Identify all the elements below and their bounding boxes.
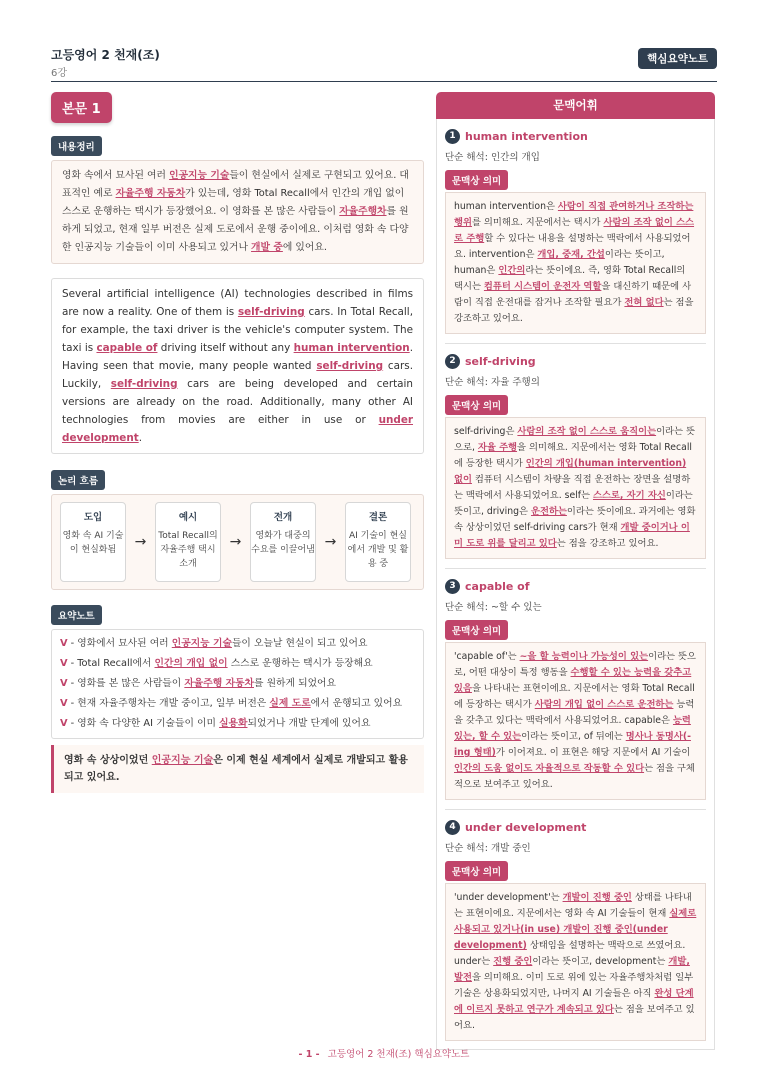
passage-highlight: self-driving [110,378,178,390]
flow-step-head: 도입 [83,512,103,523]
ctx-text: 을 의미해요. 지문에서는 영화 Total Recall에 등장한 택시가 [454,442,692,469]
summary-highlight: 개발 중 [251,242,283,253]
note-item [60,654,415,674]
ctx-text: 는 점을 보여주고 있어요. [454,1004,695,1031]
ctx-text: 을 의미해요. 이미 도로 위에 있는 자율주행차처럼 일부 기술은 상용화되었지만, 나머지 AI 기술들은 아직 [454,972,694,999]
ctx-text: 컴퓨터 시스템이 차량을 직접 운전하는 장면을 설명하는 맥락에서 사용되었어요. self는 [454,474,691,501]
summary-highlight: 자율주행 자동차 [115,188,186,199]
ctx-text: 이라는 뜻이고, development는 [532,956,669,967]
note-item [60,634,415,654]
note-text: - Total Recall에서 [70,658,155,669]
vocab-item [445,119,706,344]
summary-text: 들이 현실에서 실제로 구현되고 있어요. 대표적인 예로 [62,170,409,199]
context-tag: 문맥상 의미 [445,170,508,190]
vocab-number: 3 [445,579,460,594]
flow-step-head: 결론 [368,512,388,523]
doc-title: 고등영어 2 천재(조) [51,48,160,62]
key-quote [51,745,424,793]
note-text: 스스로 운행하는 택시가 등장해요 [227,658,373,669]
ctx-highlight: 개발, 발전 [454,956,690,983]
ctx-highlight: 완성 단계에 이르지 못하고 연구가 계속되고 있다 [454,988,694,1015]
quote-text: 영화 속 상상이었던 [64,755,152,766]
ctx-text: 이라는 뜻으로, 어떤 대상이 특정 행동을 [454,651,696,678]
vocab-item [445,344,706,569]
summary-text: 를 원하게 되었고, 현재 일부 버전은 실제 도로에서 운행 중이에요. 이처럼 영화 속 다양한 인공지능 기술들이 이미 사용되고 있거나 [62,206,409,253]
vocab-number: 4 [445,820,460,835]
left-column [51,92,424,793]
note-highlight: 인간의 개입 없이 [154,658,228,669]
flow-step-conclusion [345,502,411,582]
note-text: 들이 오늘날 현실이 되고 있어요 [231,638,368,649]
ctx-highlight: 운전하는 [530,506,567,517]
passage-highlight: self-driving [316,360,384,372]
note-item [60,714,415,734]
check-mark-icon: V [60,638,68,649]
vocab-word: capable of [465,579,530,593]
vocab-word: self-driving [465,354,536,368]
footer-text: 고등영어 2 천재(조) 핵심요약노트 [327,1049,470,1060]
flow-step-example [155,502,221,582]
vocab-panel-title: 문맥어휘 [436,92,715,119]
context-box [445,883,706,1041]
passage-highlight: self-driving [237,306,305,318]
ctx-highlight: 개발 중이거나 이미 도로 위를 달리고 있다 [454,522,690,549]
context-tag: 문맥상 의미 [445,861,508,881]
ctx-highlight: 능력 있는, 할 수 있는 [454,715,691,742]
check-mark-icon: V [60,698,68,709]
page-footer [0,1046,768,1060]
ctx-text: 라는 뜻이에요. 즉, 영화 Total Recall의 택시는 [454,265,686,292]
flow-step-head: 예시 [178,512,198,523]
note-text: 를 원하게 되었어요 [254,678,336,689]
ctx-highlight: 개발이 진행 중인 [562,892,632,903]
ctx-highlight: 사람의 조작 없이 스스로 움직이는 [517,426,657,437]
note-badge: 핵심요약노트 [638,48,717,69]
check-mark-icon: V [60,678,68,689]
lesson-number: 6강 [51,68,68,79]
ctx-text: 가 이어져요. 이 표현은 해당 지문에서 AI 기술이 [495,747,691,758]
meaning-label: 단순 해석: [445,152,488,163]
check-mark-icon: V [60,718,68,729]
meaning-label: 단순 해석: [445,843,488,854]
ctx-highlight: 인간의 개입(human intervention) 없이 [454,458,687,485]
note-highlight: 인공지능 기술 [171,638,232,649]
vocab-word: under development [465,820,587,834]
vocab-meaning [445,599,706,613]
vocab-number: 1 [445,129,460,144]
passage-text: Several artificial intelligence (AI) technologies described in films are now a reality. One of them is [62,288,413,318]
quote-highlight: 인공지능 기술 [151,755,214,766]
passage-text: driving itself without any [157,342,294,354]
summary-text: 영화 속에서 묘사된 여러 [62,170,170,181]
ctx-text: 을 나타내는 표현이에요. 지문에서는 영화 Total Recall에 등장하는 택시가 [454,683,695,710]
ctx-highlight: 사람의 조작 없이 스스로 주행 [454,217,695,244]
vocab-meaning [445,149,706,163]
passage-text: cars. Luckily, [62,360,414,390]
ctx-highlight: 전혀 없다 [624,297,664,308]
ctx-highlight: 자율 주행 [477,442,518,453]
ctx-text: human intervention은 [454,201,558,212]
ctx-text: 는 점을 강조하고 있어요. [556,538,659,549]
ctx-text: 이라는 뜻으로, [454,426,695,453]
ctx-highlight: 사람이 직접 관여하거나 조작하는 행위 [454,201,694,228]
arrow-icon: → [324,534,337,550]
ctx-text: 능력을 갖추고 있다는 맥락에서 사용되었어요. capable은 [454,699,695,726]
ctx-text: 이라는 뜻이에요. 과거에는 영화 속 상상이었던 self-driving cars가 현재 [454,506,696,533]
flow-step-body: AI 기술이 현실에서 개발 및 활용 중 [347,531,409,569]
ctx-text: 상태를 나타내는 표현이에요. 지문에서는 영화 속 AI 기술들이 현재 [454,892,692,919]
notes-tag: 요약노트 [51,605,102,625]
section-title: 본문 1 [51,92,112,123]
note-text: - 영화를 본 많은 사람들이 [70,678,185,689]
summary-box [51,160,424,264]
meaning-text: 개발 중인 [490,843,531,854]
flow-step-body: 영화 속 AI 기술이 현실화됨 [62,531,124,555]
meaning-text: ~할 수 있는 [490,602,542,613]
flow-step-development [250,502,316,582]
check-mark-icon: V [60,658,68,669]
passage-text: cars are being developed and certain versions are already on the road. Additionally, many other AI technologies from movies are either in use or [62,378,414,426]
summary-notes [51,629,424,739]
ctx-text: 는 점을 구체적으로 보여주고 있어요. [454,763,695,790]
page-number: - 1 - [298,1049,320,1060]
ctx-text: 이라는 뜻이고, human은 [454,249,665,276]
passage-text: cars. In Total Recall, for example, the taxi driver is the vehicle's computer system. The taxi is [62,306,413,354]
vocab-meaning [445,840,706,854]
ctx-highlight: 개입, 중재, 간섭 [537,249,605,260]
context-box [445,417,706,559]
passage-text: . [138,432,142,444]
meaning-text: 자율 주행의 [490,377,540,388]
context-box [445,192,706,334]
summary-highlight: 인공지능 기술 [169,170,230,181]
meaning-label: 단순 해석: [445,602,488,613]
note-text: - 영화에서 묘사된 여러 [70,638,172,649]
note-text: 되었거나 개발 단계에 있어요 [247,718,371,729]
ctx-text: 'capable of'는 [454,651,520,662]
summary-highlight: 자율주행차 [339,206,387,217]
ctx-text: 을 대신하기 때문에 사람이 직접 운전대를 잡거나 조작할 필요가 [454,281,692,308]
flow-step-intro [60,502,126,582]
vocab-item [445,569,706,810]
ctx-text: 는 점을 강조하고 있어요. [454,297,694,324]
note-item [60,694,415,714]
arrow-icon: → [134,534,147,550]
vocab-number: 2 [445,354,460,369]
ctx-text: 를 의미해요. 지문에서는 택시가 [471,217,604,228]
ctx-text: 할 수 있다는 내용을 설명하는 맥락에서 사용되었어요. intervention은 [454,233,691,260]
note-highlight: 자율주행 자동차 [184,678,255,689]
vocab-item [445,810,706,1041]
ctx-text: 이라는 뜻이고, driving은 [454,490,693,517]
logic-flow [51,494,424,590]
note-highlight: 실용화 [219,718,248,729]
note-text: - 현재 자율주행차는 개발 중이고, 일부 버전은 [70,698,270,709]
arrow-icon: → [229,534,242,550]
context-tag: 문맥상 의미 [445,620,508,640]
ctx-highlight: ~을 할 능력이나 가능성이 있는 [519,651,649,662]
vocab-panel [436,92,715,1050]
summary-text: 에 있어요. [282,242,327,253]
ctx-text: 상태임을 설명하는 맥락으로 쓰였어요. under는 [454,940,686,967]
ctx-highlight: 수행할 수 있는 능력을 갖추고 있음 [454,667,692,694]
ctx-highlight: 실제로 사용되고 있거나(in use) 개발이 진행 중인(under development) [454,908,697,951]
ctx-highlight: 스스로, 자기 자신 [592,490,666,501]
ctx-highlight: 명사나 동명사(-ing 형태) [454,731,691,758]
context-box [445,642,706,800]
note-text: 에서 운행되고 있어요 [310,698,403,709]
quote-text: 은 이제 현실 세계에서 실제로 개발되고 활용되고 있어요. [64,755,408,783]
context-tag: 문맥상 의미 [445,395,508,415]
flow-step-body: Total Recall의 자율주행 택시 소개 [158,531,218,569]
summary-tag: 내용정리 [51,136,102,156]
note-item [60,674,415,694]
ctx-highlight: 인간의 [498,265,526,276]
ctx-text: self-driving은 [454,426,518,437]
note-highlight: 실제 도로 [269,698,311,709]
ctx-highlight: 컴퓨터 시스템이 운전자 역할 [483,281,602,292]
passage-highlight: human intervention [293,342,410,354]
passage-highlight: capable of [96,342,158,354]
ctx-text: 이라는 뜻이고, of 뒤에는 [521,731,626,742]
vocab-word: human intervention [465,129,588,143]
english-passage [51,278,424,454]
passage-text: . Having seen that movie, many people wanted [62,342,413,372]
meaning-label: 단순 해석: [445,377,488,388]
vocab-meaning [445,374,706,388]
flow-step-head: 전개 [273,512,293,523]
flow-step-body: 영화가 대중의 수요를 이끌어냄 [251,531,315,555]
ctx-text: 'under development'는 [454,892,563,903]
ctx-highlight: 사람의 개입 없이 스스로 운전하는 [534,699,674,710]
note-text: - 영화 속 다양한 AI 기술들이 이미 [70,718,220,729]
vocab-panel-body [436,119,715,1050]
ctx-highlight: 진행 중인 [493,956,533,967]
ctx-highlight: 인간의 도움 없이도 자율적으로 작동할 수 있다 [454,763,645,774]
summary-text: 가 있는데, 영화 Total Recall에서 인간의 개입 없이 스스로 운행하는 택시가 등장했어요. 이 영화를 본 많은 사람들이 [62,188,405,217]
meaning-text: 인간의 개입 [490,152,540,163]
page-header [51,44,717,82]
passage-highlight: under development [62,414,413,444]
flow-tag: 논리 흐름 [51,470,105,490]
